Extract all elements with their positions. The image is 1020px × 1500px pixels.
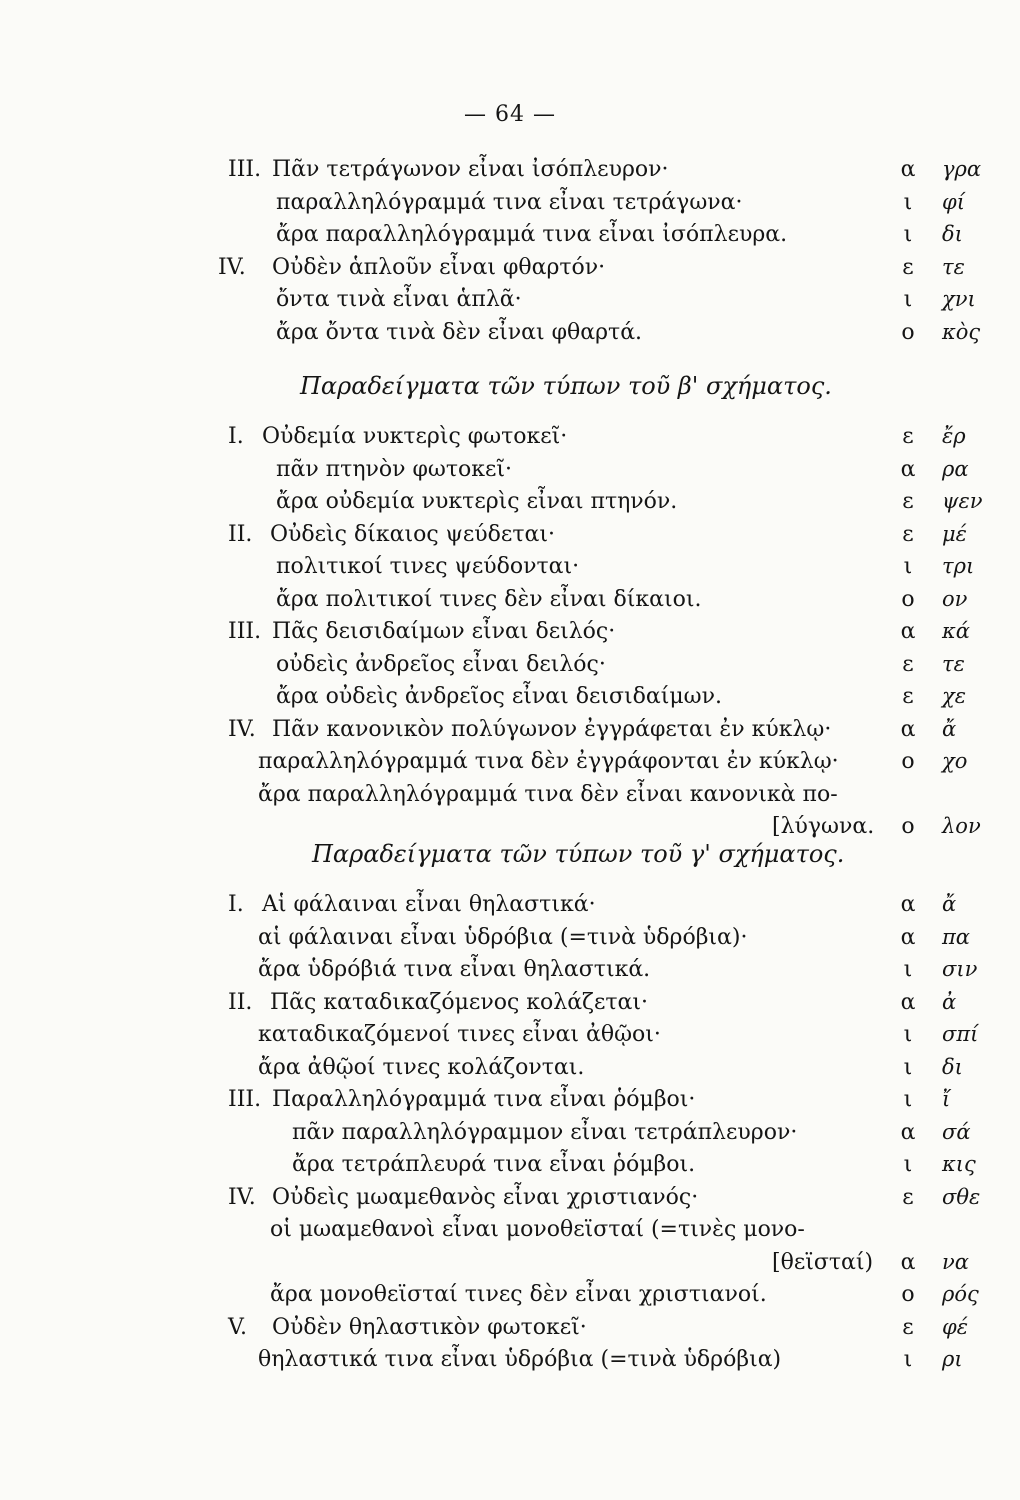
text-line [0, 1185, 1020, 1219]
roman-numeral: I. [228, 892, 244, 917]
margin-syllable: ψεν [942, 489, 983, 513]
margin-syllable: τρι [942, 554, 975, 578]
roman-numeral: III. [228, 157, 262, 182]
proposition-text: ἄρα οὐδεμία νυκτερὶς εἶναι πτηνόν. [276, 489, 678, 514]
proposition-text: ὄντα τινὰ εἶναι ἁπλᾶ· [276, 287, 522, 312]
proposition-text: Παραλληλόγραμμά τινα εἶναι ῥόμβοι· [272, 1087, 696, 1112]
mood-letter: α [900, 1119, 916, 1145]
margin-syllable: ρι [942, 1347, 963, 1371]
margin-syllable: ρός [942, 1282, 979, 1306]
text-line [0, 717, 1020, 751]
text-line [0, 925, 1020, 959]
proposition-text: οὐδεὶς ἀνδρεῖος εἶναι δειλός· [276, 651, 606, 677]
proposition-text: Αἱ φάλαιναι εἶναι θηλαστικά· [262, 892, 596, 917]
mood-letter: α [900, 989, 916, 1015]
margin-syllable: ἔρ [942, 424, 966, 448]
proposition-text: αἱ φάλαιναι εἶναι ὑδρόβια (=τινὰ ὑδρόβια)· [258, 924, 748, 950]
text-line [0, 222, 1020, 256]
text-line [0, 554, 1020, 588]
proposition-text: παραλληλόγραμμά τινα εἶναι τετράγωνα· [276, 189, 743, 215]
text-line [0, 1152, 1020, 1186]
margin-syllable: γρα [942, 157, 982, 181]
text-line [0, 990, 1020, 1024]
proposition-text: [θεϊσταί) [772, 1249, 874, 1275]
proposition-text: Οὐδεὶς μωαμεθανὸς εἶναι χριστιανός· [272, 1184, 699, 1210]
proposition-text: Πᾶν τετράγωνον εἶναι ἰσόπλευρον· [272, 157, 669, 182]
roman-numeral: II. [228, 989, 253, 1015]
margin-syllable: ἄ [942, 892, 957, 916]
text-line [0, 522, 1020, 556]
text-line [0, 255, 1020, 289]
proposition-text: [λύγωνα. [772, 814, 875, 839]
text-line [0, 1217, 1020, 1251]
proposition-text: Οὐδὲν ἁπλοῦν εἶναι φθαρτόν· [272, 254, 606, 280]
margin-syllable: πα [942, 924, 970, 949]
mood-letter: ι [903, 1152, 913, 1177]
mood-letter: ε [902, 254, 914, 280]
proposition-text: Οὐδὲν θηλαστικὸν φωτοκεῖ· [272, 1314, 587, 1340]
roman-numeral: III. [228, 1087, 262, 1112]
text-line [0, 619, 1020, 653]
mood-letter: ο [901, 319, 915, 345]
text-line [0, 1087, 1020, 1121]
mood-letter: ο [901, 1282, 915, 1307]
margin-syllable: ρα [942, 456, 969, 481]
text-line [0, 1250, 1020, 1284]
text-line [0, 892, 1020, 926]
text-line [0, 424, 1020, 458]
text-line [0, 957, 1020, 991]
text-line [0, 749, 1020, 783]
mood-letter: ι [903, 1022, 913, 1047]
text-line [0, 1282, 1020, 1316]
proposition-text: ἄρα παραλληλόγραμμά τινα εἶναι ἰσόπλευρα. [276, 222, 788, 247]
mood-letter: ι [903, 222, 913, 247]
mood-letter: α [900, 892, 916, 917]
roman-numeral: III. [228, 619, 262, 644]
text-line [0, 190, 1020, 224]
mood-letter: α [900, 1249, 916, 1275]
roman-numeral: V. [228, 1314, 248, 1340]
mood-letter: ε [902, 489, 914, 514]
margin-syllable: τε [942, 651, 965, 676]
mood-letter: ε [902, 1314, 914, 1340]
mood-letter: α [900, 456, 916, 482]
text-line [0, 587, 1020, 621]
roman-numeral: I. [228, 424, 244, 449]
proposition-text: ἄρα οὐδεὶς ἀνδρεῖος εἶναι δεισιδαίμων. [276, 684, 722, 709]
proposition-text: Πᾶς καταδικαζόμενος κολάζεται· [270, 989, 649, 1015]
margin-syllable: κις [942, 1152, 976, 1176]
margin-syllable: ἄ [942, 716, 957, 741]
roman-numeral: IV. [228, 1184, 256, 1210]
mood-letter: ε [902, 424, 914, 449]
mood-letter: ι [903, 287, 913, 312]
text-line [0, 684, 1020, 718]
proposition-text: πολιτικοί τινες ψεύδονται· [276, 554, 580, 579]
margin-syllable: φέ [942, 1314, 968, 1339]
text-line [0, 1315, 1020, 1349]
roman-numeral: IV. [228, 716, 256, 742]
roman-numeral: IV. [218, 254, 246, 280]
text-line [0, 489, 1020, 523]
mood-letter: ι [903, 554, 913, 579]
margin-syllable: κά [942, 619, 970, 643]
proposition-text: ἄρα παραλληλόγραμμά τινα δὲν εἶναι κανονικὰ πο- [258, 781, 838, 807]
proposition-text: Πᾶν κανονικὸν πολύγωνον ἐγγράφεται ἐν κύκλῳ· [272, 716, 832, 742]
margin-syllable: δι [942, 222, 963, 246]
mood-letter: α [900, 157, 916, 182]
mood-letter: ε [902, 521, 914, 547]
mood-letter: ι [903, 1087, 913, 1112]
text-line [0, 457, 1020, 491]
mood-letter: ι [903, 1347, 913, 1372]
text-line [0, 1347, 1020, 1381]
proposition-text: ἄρα τετράπλευρά τινα εἶναι ῥόμβοι. [292, 1152, 696, 1177]
proposition-text: ἄρα μονοθεϊσταί τινες δὲν εἶναι χριστιανοί. [270, 1282, 767, 1307]
mood-letter: ι [903, 957, 913, 982]
mood-letter: ι [903, 189, 913, 215]
margin-syllable: φί [942, 189, 965, 214]
proposition-text: καταδικαζόμενοί τινες εἶναι ἀθῷοι· [258, 1022, 661, 1047]
text-line [0, 320, 1020, 354]
margin-syllable: τε [942, 254, 965, 279]
proposition-text: ἄρα ὄντα τινὰ δὲν εἶναι φθαρτά. [276, 319, 643, 345]
text-line [0, 782, 1020, 816]
margin-syllable: χο [942, 749, 968, 773]
text-line [0, 157, 1020, 191]
mood-letter: ε [902, 651, 914, 677]
margin-syllable: σιν [942, 957, 978, 981]
proposition-text: οἱ μωαμεθανοὶ εἶναι μονοθεϊσταί (=τινὲς μονο- [270, 1217, 805, 1242]
text-line [0, 1055, 1020, 1089]
proposition-text: ἄρα ἀθῷοί τινες κολάζονται. [258, 1054, 585, 1080]
mood-letter: ο [901, 814, 915, 839]
mood-letter: ι [903, 1054, 913, 1080]
page-number: — 64 — [464, 102, 556, 127]
margin-syllable: σπί [942, 1022, 979, 1046]
proposition-text: Οὐδεὶς δίκαιος ψεύδεται· [270, 521, 555, 547]
margin-syllable: χνι [942, 287, 976, 311]
margin-syllable: ον [942, 586, 968, 611]
mood-letter: ο [901, 749, 915, 774]
margin-syllable: δι [942, 1054, 963, 1079]
proposition-text: παραλληλόγραμμά τινα δὲν ἐγγράφονται ἐν κύκλῳ· [258, 749, 839, 774]
text-line [0, 287, 1020, 321]
proposition-text: πᾶν πτηνὸν φωτοκεῖ· [276, 456, 513, 482]
text-line [0, 652, 1020, 686]
roman-numeral: II. [228, 521, 253, 547]
proposition-text: πᾶν παραλληλόγραμμον εἶναι τετράπλευρον· [292, 1119, 798, 1145]
margin-syllable: μέ [942, 521, 967, 546]
margin-syllable: να [942, 1249, 969, 1274]
proposition-text: ἄρα ὑδρόβιά τινα εἶναι θηλαστικά. [258, 957, 651, 982]
text-line [0, 1120, 1020, 1154]
mood-letter: ο [901, 586, 915, 612]
mood-letter: ε [902, 684, 914, 709]
mood-letter: ε [902, 1184, 914, 1210]
text-line [0, 1022, 1020, 1056]
section-heading: Παραδείγματα τῶν τύπων τοῦ β' σχήματος. [300, 372, 832, 400]
section-heading: Παραδείγματα τῶν τύπων τοῦ γ' σχήματος. [312, 840, 845, 868]
margin-syllable: ἀ [942, 989, 957, 1014]
margin-syllable: λον [942, 814, 981, 838]
mood-letter: α [900, 924, 916, 950]
margin-syllable: ἴ [942, 1087, 951, 1111]
mood-letter: α [900, 716, 916, 742]
margin-syllable: σά [942, 1119, 971, 1144]
margin-syllable: κὸς [942, 319, 981, 344]
proposition-text: θηλαστικά τινα εἶναι ὑδρόβια (=τινὰ ὑδρόβια) [258, 1347, 782, 1372]
proposition-text: ἄρα πολιτικοί τινες δὲν εἶναι δίκαιοι. [276, 586, 702, 612]
margin-syllable: χε [942, 684, 966, 708]
proposition-text: Οὐδεμία νυκτερὶς φωτοκεῖ· [262, 424, 568, 449]
mood-letter: α [900, 619, 916, 644]
margin-syllable: σθε [942, 1184, 981, 1209]
proposition-text: Πᾶς δεισιδαίμων εἶναι δειλός· [272, 619, 616, 644]
